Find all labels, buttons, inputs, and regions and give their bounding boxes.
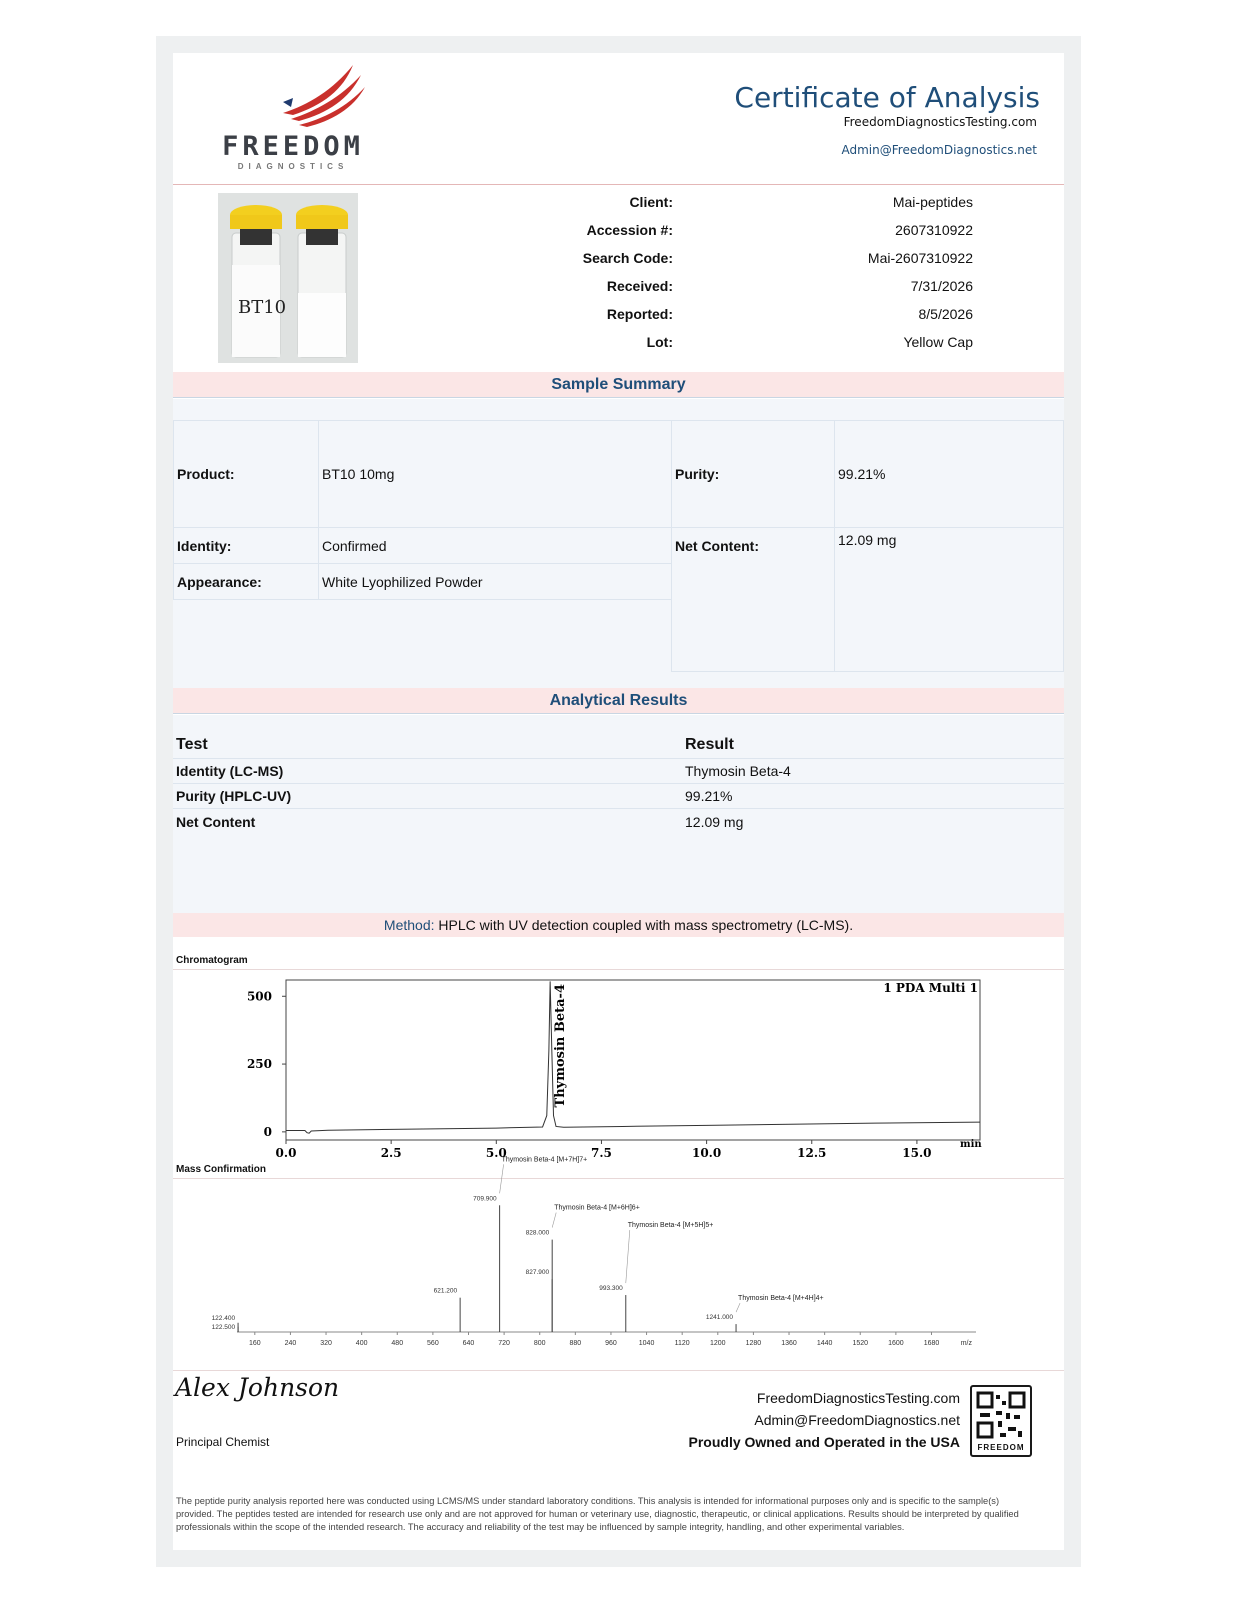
empty-cell	[319, 600, 672, 672]
test-name: Net Content	[176, 813, 256, 830]
x-tick-label: 1040	[638, 1340, 655, 1347]
mass-divider	[173, 1178, 1064, 1179]
analytical-results-heading: Analytical Results	[173, 688, 1064, 714]
info-label: Search Code:	[582, 250, 673, 266]
plot-frame	[286, 980, 980, 1140]
ion-annotation: Thymosin Beta-4 [M+4H]4+	[738, 1295, 824, 1303]
table-row	[173, 809, 1064, 834]
x-axis-unit: m/z	[960, 1340, 972, 1347]
series-label: 1 PDA Multi 1	[883, 981, 978, 995]
table-row	[173, 784, 1064, 809]
chromatogram-label: Chromatogram	[176, 955, 248, 966]
results-header-row	[173, 731, 1064, 759]
x-tick-label: 240	[284, 1340, 297, 1347]
x-tick-label: 160	[248, 1340, 261, 1347]
peak-label: Thymosin Beta-4	[553, 984, 569, 1108]
footer-tagline: Proudly Owned and Operated in the USA	[688, 1434, 960, 1450]
peak-mz-label: 709.900	[473, 1195, 497, 1203]
x-tick-label: 640	[462, 1340, 475, 1347]
method-bar	[173, 913, 1064, 937]
x-axis-unit: min	[960, 1139, 982, 1150]
ion-annotation: Thymosin Beta-4 [M+7H]7+	[501, 1156, 588, 1164]
info-label: Reported:	[606, 306, 673, 322]
x-tick-label: 1520	[852, 1340, 869, 1347]
peak-mz-label: 827.900	[525, 1269, 550, 1277]
test-name: Purity (HPLC-UV)	[176, 788, 292, 804]
info-row-lot	[553, 328, 973, 356]
qr-code-icon	[972, 1389, 1030, 1443]
x-tick-label: 10.0	[691, 1146, 722, 1160]
x-tick-label: 2.5	[380, 1146, 402, 1160]
info-value: 7/31/2026	[910, 278, 973, 294]
disclaimer-text: The peptide purity analysis reported here was conducted using LCMS/MS under standard laboratory conditions. This analysis is intended for informational purposes only and is specific to the sample(s) provided. The peptides tested are intended for research use only and are not approved for human or veterinary use, diagnostic, therapeutic, or clinical applications. Results should be interpreted by qualified professionals within the scope of the intended research. The accuracy and reliability of the test may be influenced by sample integrity, handling, and other experimental variables.	[176, 1496, 1019, 1532]
info-value: Mai-2607310922	[867, 250, 973, 266]
x-tick-label: 0.0	[275, 1146, 297, 1160]
x-tick-label: 1120	[674, 1340, 690, 1347]
peak-mz-label: 993.300	[599, 1285, 623, 1293]
ion-annotation: Thymosin Beta-4 [M+5H]5+	[627, 1222, 714, 1230]
x-tick-label: 560	[427, 1340, 439, 1347]
footer-divider	[173, 1370, 1064, 1371]
info-value: Yellow Cap	[903, 334, 973, 350]
info-label: Client:	[629, 194, 673, 210]
x-tick-label: 400	[355, 1340, 368, 1347]
peak-mz-label: 1241.000	[705, 1314, 734, 1322]
signature: Alex Johnson	[175, 1373, 340, 1402]
sample-photo	[218, 193, 358, 363]
col-test-header: Test	[176, 735, 208, 753]
mass-confirmation-label: Mass Confirmation	[176, 1164, 267, 1175]
ion-annotation: Thymosin Beta-4 [M+6H]6+	[554, 1204, 640, 1212]
test-name: Identity (LC-MS)	[176, 763, 284, 779]
info-value: 2607310922	[895, 222, 973, 238]
footer-website[interactable]: FreedomDiagnosticsTesting.com	[756, 1390, 960, 1406]
peak-mz-label: 122.500	[211, 1324, 236, 1331]
net-content-value: 12.09 mg	[835, 528, 1064, 672]
x-tick-label: 880	[569, 1340, 582, 1347]
info-value: 8/5/2026	[918, 306, 973, 322]
peak-mz-label: 828.000	[525, 1229, 550, 1237]
method-label: Method:	[383, 917, 435, 933]
info-row-reported	[553, 300, 973, 328]
method-text: HPLC with UV detection coupled with mass spectrometry (LC-MS).	[434, 917, 854, 933]
y-tick-label: 0	[263, 1124, 272, 1139]
chromatogram-chart	[173, 971, 1064, 1164]
peak-mz-label: 621.200	[433, 1287, 458, 1295]
product-label: Product:	[174, 421, 319, 528]
sample-summary-heading: Sample Summary	[173, 372, 1064, 398]
x-tick-label: 1680	[923, 1340, 940, 1347]
appearance-value: White Lyophilized Powder	[319, 564, 672, 600]
x-tick-label: 7.5	[591, 1146, 612, 1160]
x-tick-label: 1200	[710, 1340, 726, 1347]
x-tick-label: 960	[605, 1340, 617, 1347]
sample-summary-panel	[173, 399, 1064, 689]
qr-label: FREEDOM	[977, 1443, 1025, 1452]
col-result-header: Result	[685, 735, 734, 753]
sample-summary-table	[173, 420, 1064, 672]
signer-title: Principal Chemist	[176, 1435, 270, 1449]
header-website: FreedomDiagnosticsTesting.com	[843, 115, 1037, 129]
x-tick-label: 320	[320, 1340, 332, 1347]
info-row-received	[553, 272, 973, 300]
info-label: Lot:	[646, 334, 673, 350]
logo-subtitle: DIAGNOSTICS	[237, 162, 349, 171]
y-tick-label: 250	[246, 1057, 272, 1072]
test-result: 99.21%	[685, 788, 733, 804]
annotation-leader	[552, 1213, 556, 1228]
freedom-logo	[213, 65, 373, 171]
info-row-accession	[553, 216, 973, 244]
x-tick-label: 720	[498, 1340, 510, 1347]
footer-email[interactable]: Admin@FreedomDiagnostics.net	[754, 1412, 960, 1428]
chromatogram-trace	[286, 981, 980, 1133]
x-tick-label: 800	[533, 1340, 546, 1347]
x-tick-label: 1600	[888, 1340, 904, 1347]
product-value: BT10 10mg	[319, 421, 672, 528]
certificate-title: Certificate of Analysis	[734, 81, 1040, 114]
peak-mz-label: 122.400	[211, 1315, 236, 1322]
vials-image	[218, 193, 358, 363]
x-tick-label: 5.0	[485, 1146, 507, 1160]
header-divider	[173, 184, 1064, 185]
purity-value: 99.21%	[835, 421, 1064, 528]
info-row-search-code	[553, 244, 973, 272]
x-tick-label: 1280	[745, 1340, 762, 1347]
identity-value: Confirmed	[319, 528, 672, 564]
identity-label: Identity:	[174, 528, 319, 564]
annotation-leader	[626, 1230, 630, 1283]
header-email-link[interactable]: Admin@FreedomDiagnostics.net	[841, 143, 1037, 157]
logo-wordmark: FREEDOM	[222, 131, 364, 162]
info-label: Accession #:	[586, 222, 673, 238]
purity-label: Purity:	[672, 421, 835, 528]
certificate-page	[173, 53, 1064, 1550]
qr-code[interactable]	[970, 1385, 1032, 1457]
x-tick-label: 12.5	[797, 1146, 827, 1160]
analytical-results-table	[173, 731, 1064, 834]
test-result: 12.09 mg	[685, 813, 744, 830]
info-row-client	[553, 188, 973, 216]
annotation-leader	[736, 1303, 740, 1312]
x-tick-label: 1440	[816, 1340, 833, 1347]
empty-cell	[174, 600, 319, 672]
info-label: Received:	[606, 278, 673, 294]
chromatogram-divider	[173, 969, 1064, 970]
test-result: Thymosin Beta-4	[685, 763, 791, 779]
appearance-label: Appearance:	[174, 564, 319, 600]
vial-handwritten-label: BT10	[238, 297, 287, 318]
info-value: Mai-peptides	[892, 194, 973, 210]
x-tick-label: 15.0	[902, 1146, 932, 1160]
sample-info-list	[553, 188, 973, 356]
net-content-label: Net Content:	[672, 528, 835, 672]
table-row	[173, 759, 1064, 784]
y-tick-label: 500	[246, 989, 272, 1004]
x-tick-label: 480	[391, 1340, 404, 1347]
x-tick-label: 1360	[781, 1340, 797, 1347]
